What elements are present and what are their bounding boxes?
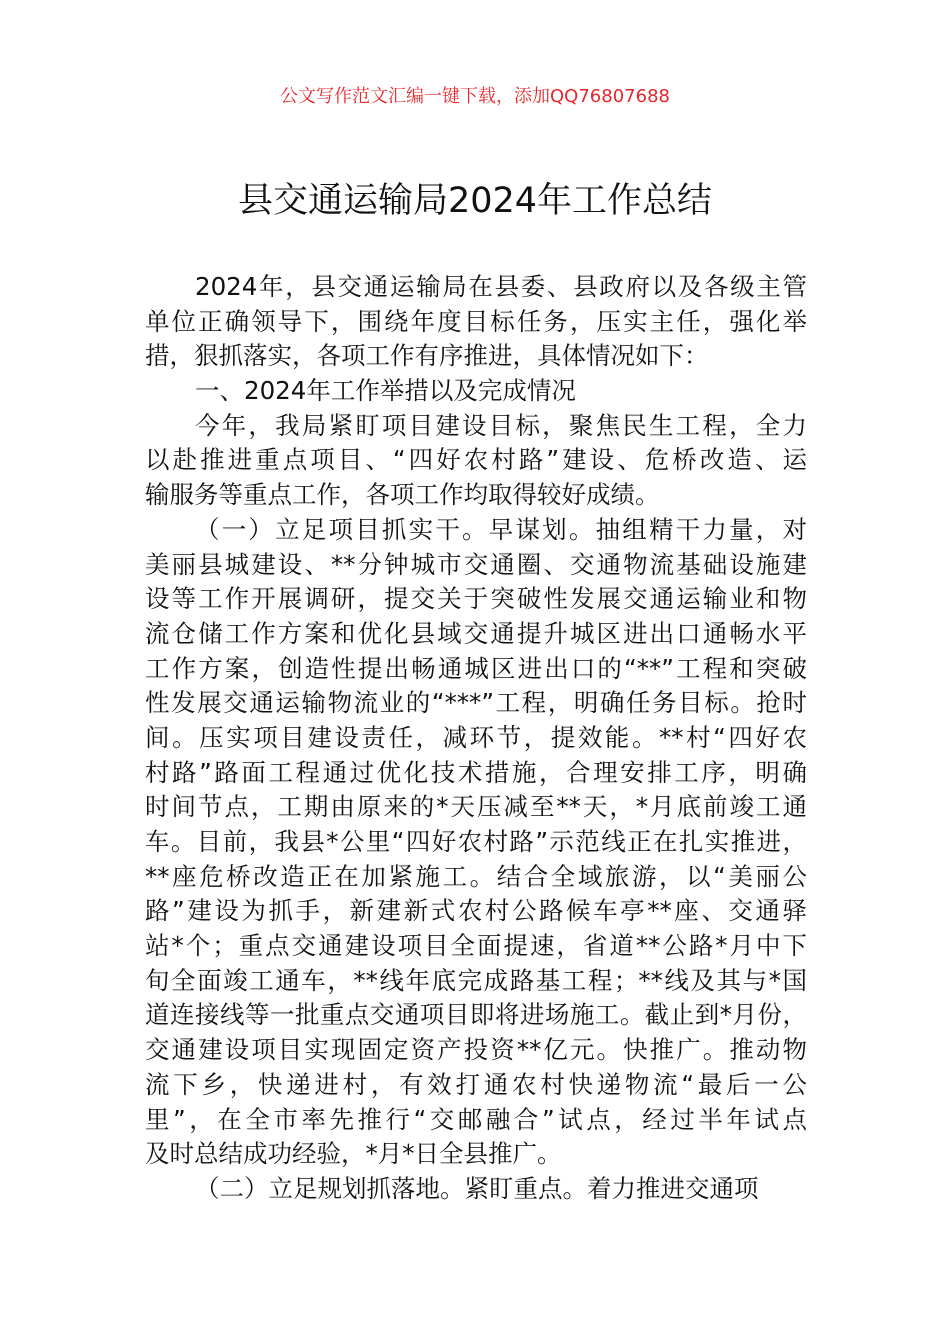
text-line: 单位正确领导下，围绕年度目标任务，压实主任，强化举 bbox=[145, 306, 807, 336]
text-line: 流仓储工作方案和优化县域交通提升城区进出口通畅水平 bbox=[145, 618, 807, 648]
text-line: 流下乡，快递进村，有效打通农村快递物流“最后一公 bbox=[145, 1069, 807, 1099]
text-line: 设等工作开展调研，提交关于突破性发展交通运输业和物 bbox=[145, 584, 807, 614]
paragraph bbox=[145, 1172, 807, 1207]
text-line: 工作方案，创造性提出畅通城区进出口的“**”工程和突破 bbox=[145, 653, 807, 683]
text-line: 站*个；重点交通建设项目全面提速，省道**公路*月中下 bbox=[145, 931, 807, 961]
text-line: （二）立足规划抓落地。紧盯重点。着力推进交通项 bbox=[195, 1173, 759, 1203]
text-line: 今年，我局紧盯项目建设目标，聚焦民生工程，全力 bbox=[195, 410, 807, 440]
text-line: 道连接线等一批重点交通项目即将进场施工。截止到*月份， bbox=[145, 1000, 807, 1030]
paragraph bbox=[145, 409, 807, 513]
text-line: **座危桥改造正在加紧施工。结合全域旅游，以“美丽公 bbox=[145, 861, 807, 891]
text-line: 美丽县城建设、**分钟城市交通圈、交通物流基础设施建 bbox=[145, 549, 807, 579]
text-line: 输服务等重点工作，各项工作均取得较好成绩。 bbox=[145, 480, 660, 510]
text-line: 一、2024年工作举措以及完成情况 bbox=[195, 376, 576, 406]
paragraph bbox=[145, 270, 807, 374]
text-line: （一）立足项目抓实干。早谋划。抽组精干力量，对 bbox=[195, 514, 807, 544]
text-line: 路”建设为抓手，新建新式农村公路候车亭**座、交通驿 bbox=[145, 896, 807, 926]
text-line: 旬全面竣工通车，**线年底完成路基工程；**线及其与*国 bbox=[145, 965, 807, 995]
download-watermark: 公文写作范文汇编一键下载，添加QQ76807688 bbox=[280, 86, 670, 107]
document-body bbox=[145, 270, 807, 1207]
paragraph bbox=[145, 513, 807, 1172]
text-line: 以赴推进重点项目、“四好农村路”建设、危桥改造、运 bbox=[145, 445, 807, 475]
text-line: 措，狠抓落实，各项工作有序推进，具体情况如下： bbox=[145, 341, 709, 371]
text-line: 村路”路面工程通过优化技术措施，合理安排工序，明确 bbox=[145, 757, 807, 787]
text-line: 里”，在全市率先推行“交邮融合”试点，经过半年试点 bbox=[145, 1104, 807, 1134]
document-title: 县交通运输局2024年工作总结 bbox=[237, 181, 713, 221]
text-line: 及时总结成功经验，*月*日全县推广。 bbox=[145, 1139, 562, 1169]
text-line: 车。目前，我县*公里“四好农村路”示范线正在扎实推进， bbox=[145, 827, 807, 856]
text-line: 2024年，县交通运输局在县委、县政府以及各级主管 bbox=[195, 272, 807, 301]
text-line: 间。压实项目建设责任，减环节，提效能。**村“四好农 bbox=[145, 722, 807, 752]
text-line: 性发展交通运输物流业的“***”工程，明确任务目标。抢时 bbox=[145, 688, 807, 718]
paragraph bbox=[145, 374, 807, 409]
text-line: 时间节点，工期由原来的*天压减至**天，*月底前竣工通 bbox=[145, 792, 807, 822]
text-line: 交通建设项目实现固定资产投资**亿元。快推广。推动物 bbox=[145, 1035, 807, 1065]
